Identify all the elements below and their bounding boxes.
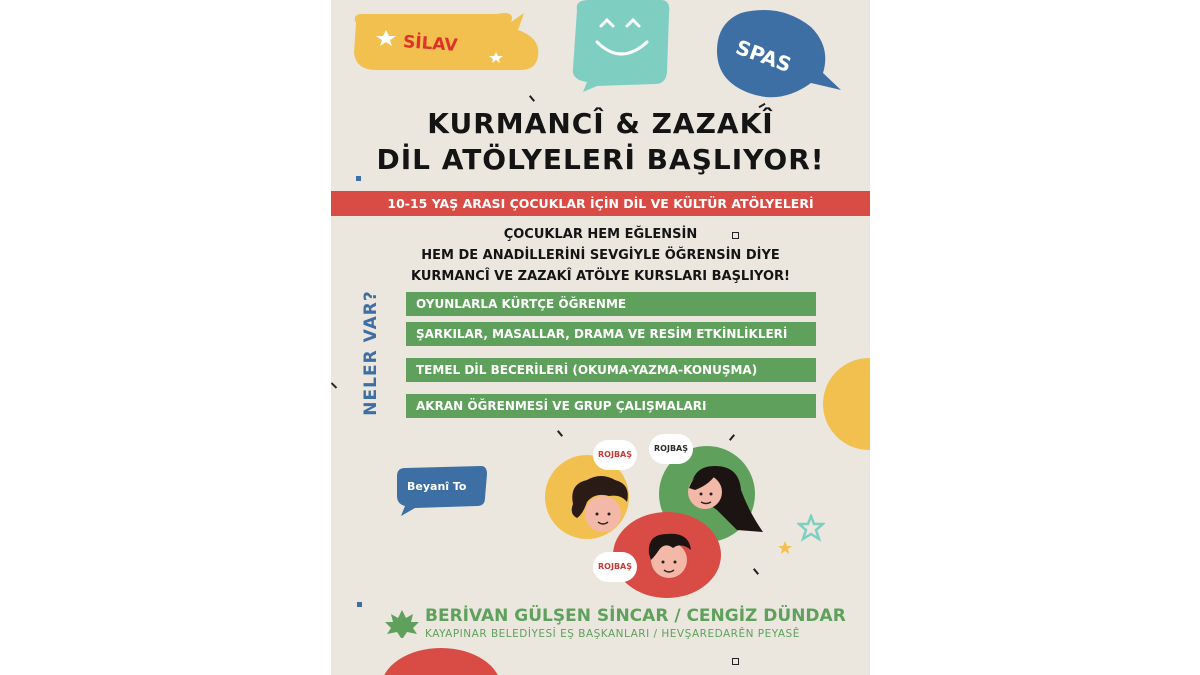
beyani-text: Beyanî To xyxy=(407,480,467,493)
rojbas-bubble: ROJBAŞ xyxy=(593,440,637,470)
child-face-3 xyxy=(635,526,705,586)
star-icon xyxy=(777,540,793,556)
star-icon xyxy=(797,514,825,542)
activity-item: TEMEL DİL BECERİLERİ (OKUMA-YAZMA-KONUŞMA) xyxy=(406,358,816,382)
silav-text: SİLAV xyxy=(402,32,459,56)
decor-square xyxy=(732,232,739,239)
neler-var-label: NELER VAR? xyxy=(361,290,381,416)
intro-line-2: HEM DE ANADİLLERİNİ SEVGİYLE ÖĞRENSİN DİYE xyxy=(421,248,780,263)
age-band: 10-15 YAŞ ARASI ÇOCUKLAR İÇİN DİL VE KÜLTÜR ATÖLYELERİ xyxy=(331,191,870,216)
poster xyxy=(331,0,870,675)
footer-names: BERİVAN GÜLŞEN SİNCAR / CENGİZ DÜNDAR xyxy=(425,606,846,626)
decor-square xyxy=(356,176,361,181)
decor-dash xyxy=(331,382,337,388)
decor-circle xyxy=(823,358,870,450)
intro-text xyxy=(331,224,870,287)
decor-square xyxy=(357,602,362,607)
leaf-logo-icon xyxy=(383,608,421,640)
rojbas-bubble: ROJBAŞ xyxy=(593,552,637,582)
decor-circle xyxy=(381,648,501,675)
activity-item: OYUNLARLA KÜRTÇE ÖĞRENME xyxy=(406,292,816,316)
decor-dash xyxy=(557,430,563,437)
decor-dash xyxy=(529,95,535,102)
intro-line-1: ÇOCUKLAR HEM EĞLENSİN xyxy=(503,227,698,242)
rojbas-bubble: ROJBAŞ xyxy=(649,434,693,464)
title-line-1: KURMANCÎ & ZAZAKÎ xyxy=(427,107,774,140)
intro-line-3: KURMANCÎ VE ZAZAKÎ ATÖLYE KURSLARI BAŞLIYOR! xyxy=(410,269,790,284)
decor-dash xyxy=(753,568,759,575)
child-face-2 xyxy=(677,462,767,536)
child-face-1 xyxy=(565,474,635,536)
activity-item: ŞARKILAR, MASALLAR, DRAMA VE RESİM ETKİNLİKLERİ xyxy=(406,322,816,346)
title-line-2: DİL ATÖLYELERİ BAŞLIYOR! xyxy=(376,143,825,176)
activity-item: AKRAN ÖĞRENMESİ VE GRUP ÇALIŞMALARI xyxy=(406,394,816,418)
decor-dash xyxy=(729,434,735,441)
footer-subtitle: KAYAPINAR BELEDİYESİ EŞ BAŞKANLARI / HEVŞAREDARÊN PEYASÊ xyxy=(425,628,800,640)
spas-text: SPAS xyxy=(732,34,795,78)
smiley-bubble xyxy=(569,0,673,92)
decor-square xyxy=(732,658,739,665)
